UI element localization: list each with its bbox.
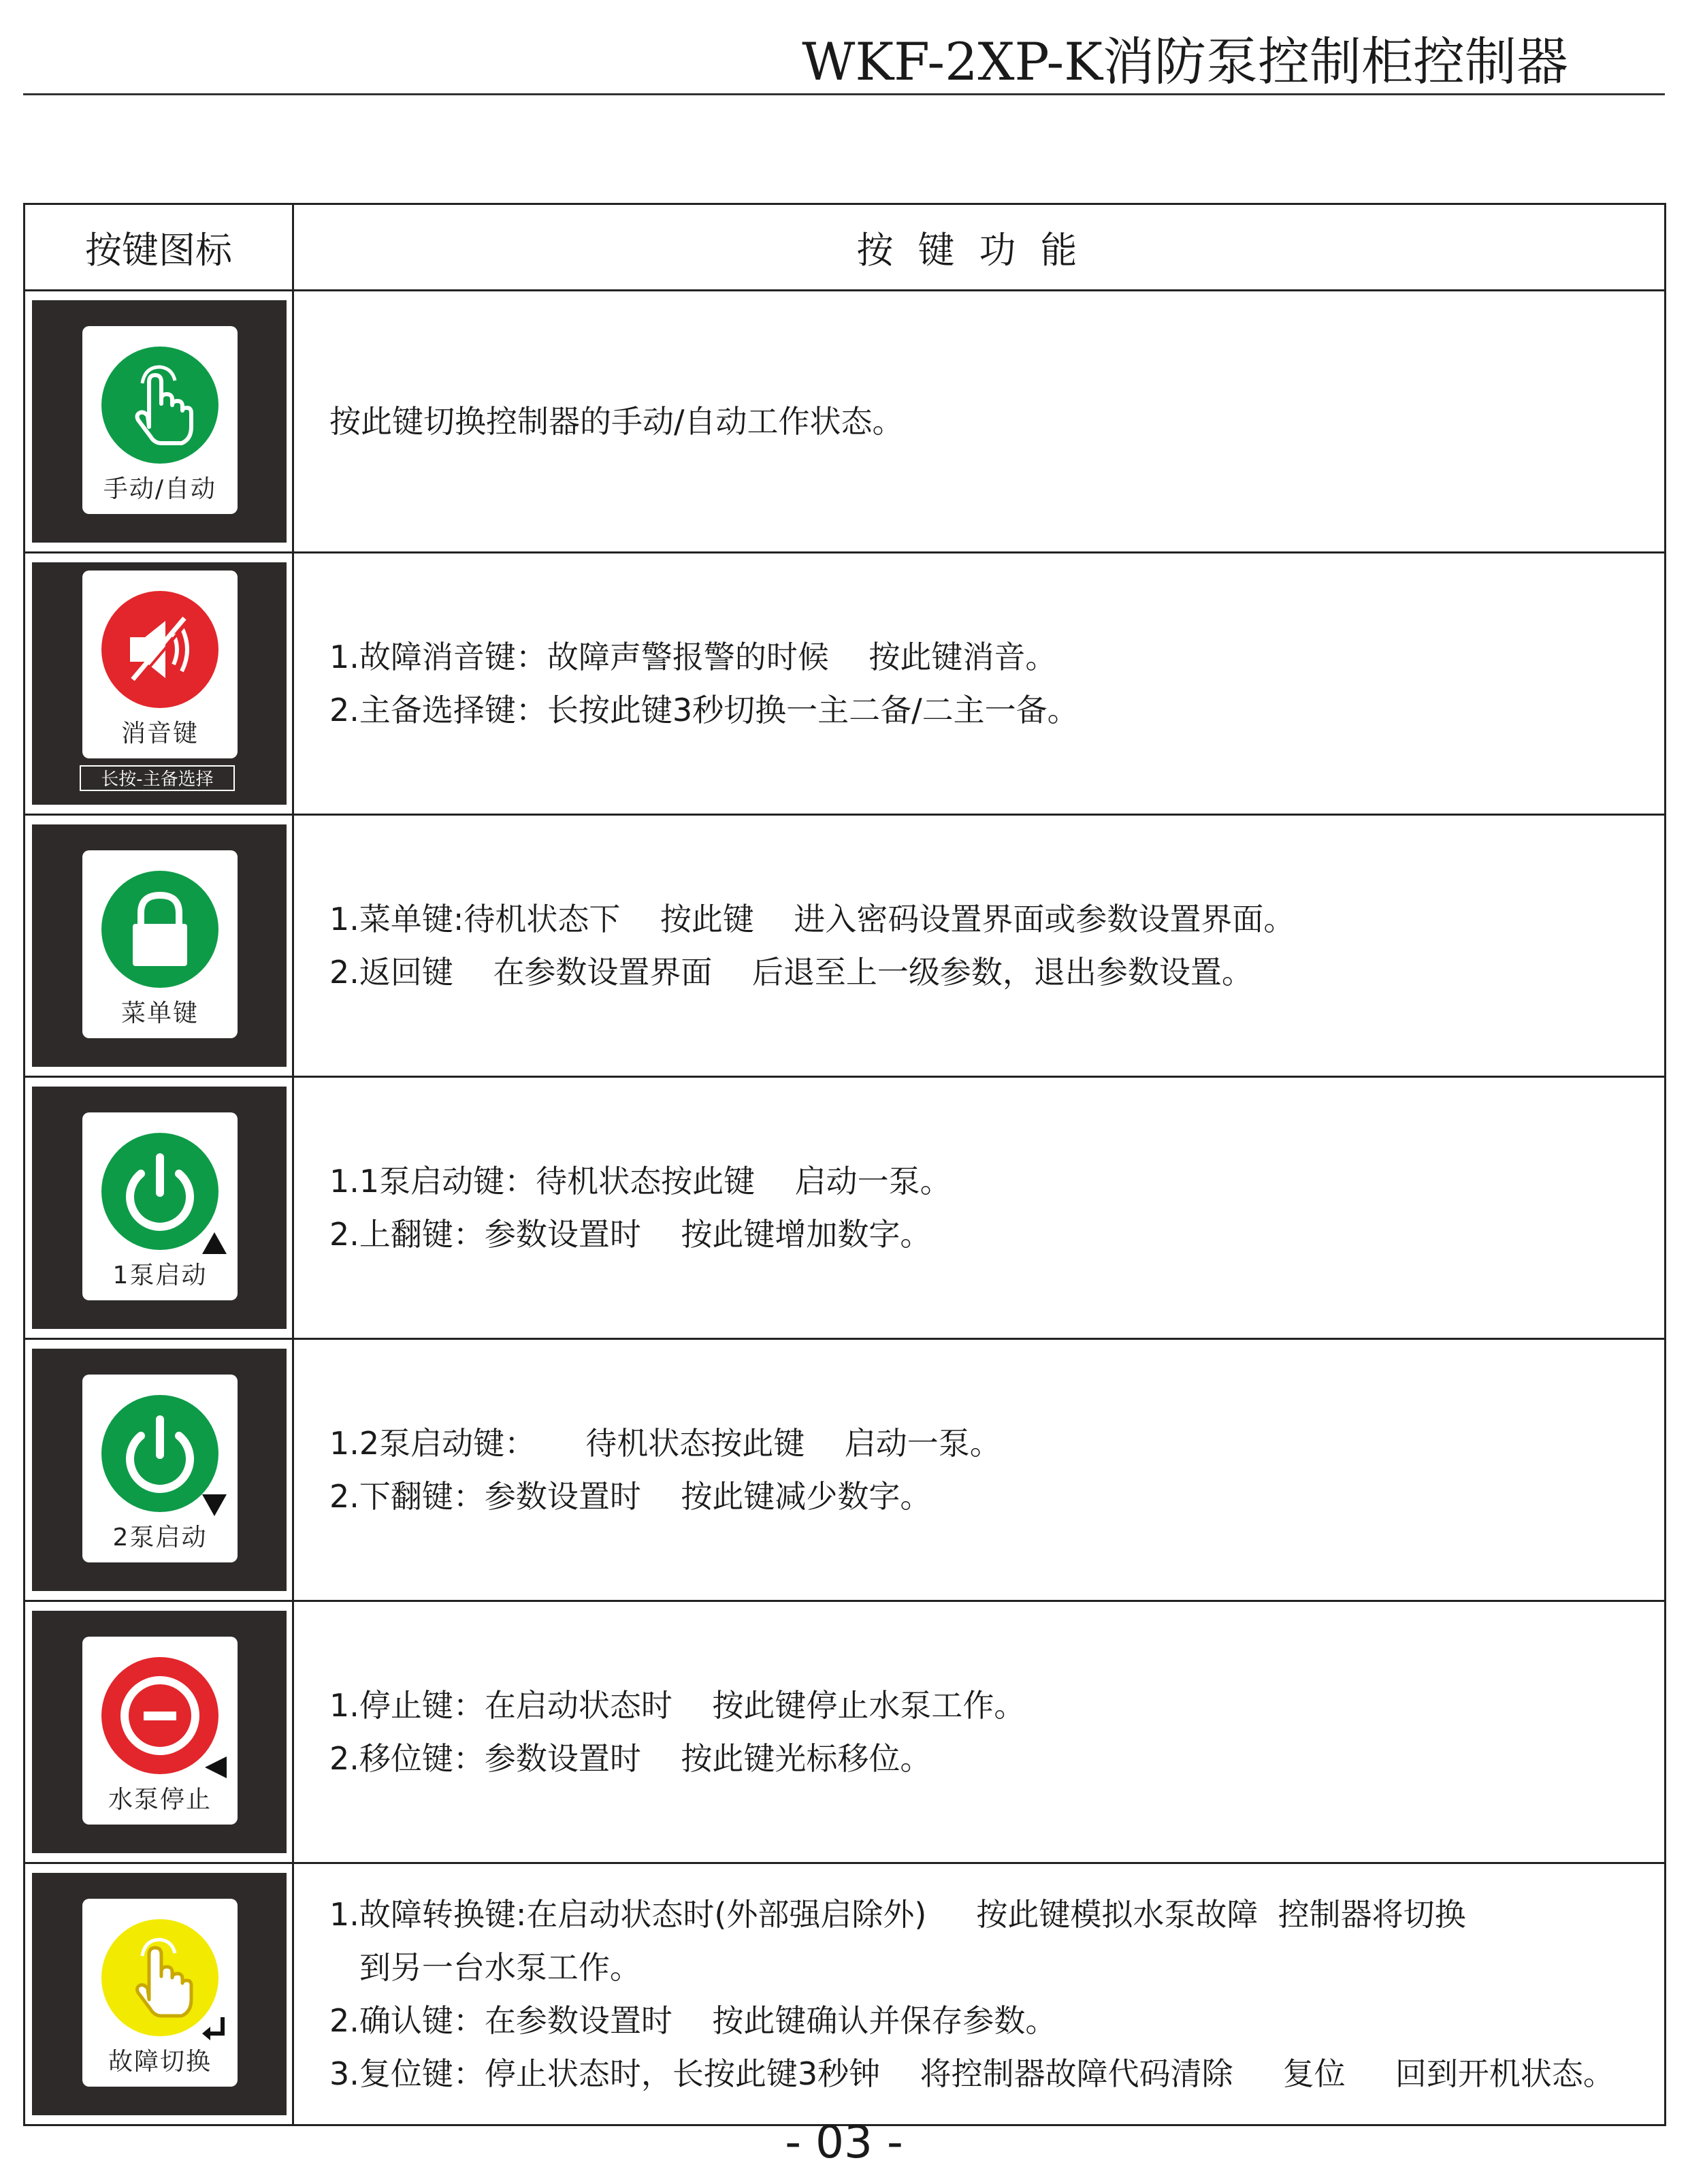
key-panel xyxy=(32,1873,287,2115)
key-description xyxy=(293,1339,1666,1601)
col-header-function: 按键功能 xyxy=(293,204,1666,291)
description-line: 到另一台水泵工作。 xyxy=(329,1949,641,1986)
description-line: 2.返回键 在参数设置界面 后退至上一级参数，退出参数设置。 xyxy=(329,954,1253,991)
col-header-icon: 按键图标 xyxy=(25,204,293,291)
key-panel xyxy=(32,300,287,543)
enter-arrow-icon xyxy=(201,2014,228,2042)
document-title: WKF-2XP-K消防泵控制柜控制器 xyxy=(802,31,1568,92)
mute-speaker-icon xyxy=(101,591,218,708)
description-line: 2.下翻键：参数设置时 按此键减少数字。 xyxy=(329,1478,932,1515)
page-number: - 03 - xyxy=(785,2116,903,2168)
key-icon-cell xyxy=(25,1077,293,1339)
description-line: 1.故障转换键:在启动状态时(外部强启除外) 按此键模拟水泵故障 控制器将切换 xyxy=(329,1896,1466,1933)
menu-key xyxy=(82,850,238,1038)
up-triangle-icon xyxy=(201,1231,228,1255)
key-label: 2泵启动 xyxy=(112,1524,208,1552)
key-description xyxy=(293,815,1666,1077)
hand-pointer-icon xyxy=(101,347,218,464)
key-description xyxy=(293,1863,1666,2125)
pump-stop-key xyxy=(82,1637,238,1825)
key-icon-cell xyxy=(25,553,293,815)
description-line: 2.移位键：参数设置时 按此键光标移位。 xyxy=(329,1740,932,1777)
key-label: 手动/自动 xyxy=(103,475,217,503)
key-description xyxy=(293,291,1666,553)
key-icon-cell xyxy=(25,1601,293,1863)
down-triangle-icon xyxy=(201,1493,228,1517)
table-row xyxy=(25,291,1666,553)
key-panel xyxy=(32,824,287,1067)
description-line: 1.停止键：在启动状态时 按此键停止水泵工作。 xyxy=(329,1687,1026,1724)
description-line: 1.故障消音键：故障声警报警的时候 按此键消音。 xyxy=(329,639,1057,675)
table-row xyxy=(25,815,1666,1077)
stop-minus-icon xyxy=(101,1657,218,1774)
table-row xyxy=(25,553,1666,815)
description-line: 1.菜单键:待机状态下 按此键 进入密码设置界面或参数设置界面。 xyxy=(329,901,1295,937)
key-panel xyxy=(32,1087,287,1329)
table-row xyxy=(25,1077,1666,1339)
table-row xyxy=(25,1339,1666,1601)
key-label: 1泵启动 xyxy=(112,1262,208,1289)
key-icon-cell xyxy=(25,1863,293,2125)
key-icon-cell xyxy=(25,1339,293,1601)
key-icon-cell xyxy=(25,291,293,553)
table-row xyxy=(25,1601,1666,1863)
description-line: 2.上翻键：参数设置时 按此键增加数字。 xyxy=(329,1216,932,1253)
description-line: 1.1泵启动键：待机状态按此键 启动一泵。 xyxy=(329,1163,952,1200)
key-panel xyxy=(32,1349,287,1591)
description-line: 2.主备选择键：长按此键3秒切换一主二备/二主一备。 xyxy=(329,692,1079,728)
key-label: 故障切换 xyxy=(108,2048,212,2076)
table-header-row xyxy=(25,204,1666,291)
pump2-start-key xyxy=(82,1375,238,1562)
key-label: 菜单键 xyxy=(120,999,199,1027)
header-divider xyxy=(23,93,1665,95)
key-panel xyxy=(32,1611,287,1853)
key-description xyxy=(293,1077,1666,1339)
fault-switch-key xyxy=(82,1899,238,2087)
table-row xyxy=(25,1863,1666,2125)
description-line: 按此键切换控制器的手动/自动工作状态。 xyxy=(329,403,904,440)
pump1-start-key xyxy=(82,1112,238,1300)
description-line: 2.确认键：在参数设置时 按此键确认并保存参数。 xyxy=(329,2002,1057,2039)
key-sub-label: 长按-主备选择 xyxy=(80,765,235,791)
key-description xyxy=(293,1601,1666,1863)
padlock-icon xyxy=(101,871,218,988)
description-line: 3.复位键：停止状态时，长按此键3秒钟 将控制器故障代码清除 复位 回到开机状态。 xyxy=(329,2055,1614,2092)
mute-key xyxy=(82,571,238,758)
key-icon-cell xyxy=(25,815,293,1077)
key-function-table xyxy=(23,203,1666,2126)
key-description xyxy=(293,553,1666,815)
key-panel xyxy=(32,562,287,805)
left-triangle-icon xyxy=(204,1755,228,1780)
key-label: 水泵停止 xyxy=(108,1786,212,1814)
manual-auto-key xyxy=(82,326,238,514)
key-label: 消音键 xyxy=(120,720,199,748)
description-line: 1.2泵启动键： 待机状态按此键 启动一泵。 xyxy=(329,1425,1001,1462)
